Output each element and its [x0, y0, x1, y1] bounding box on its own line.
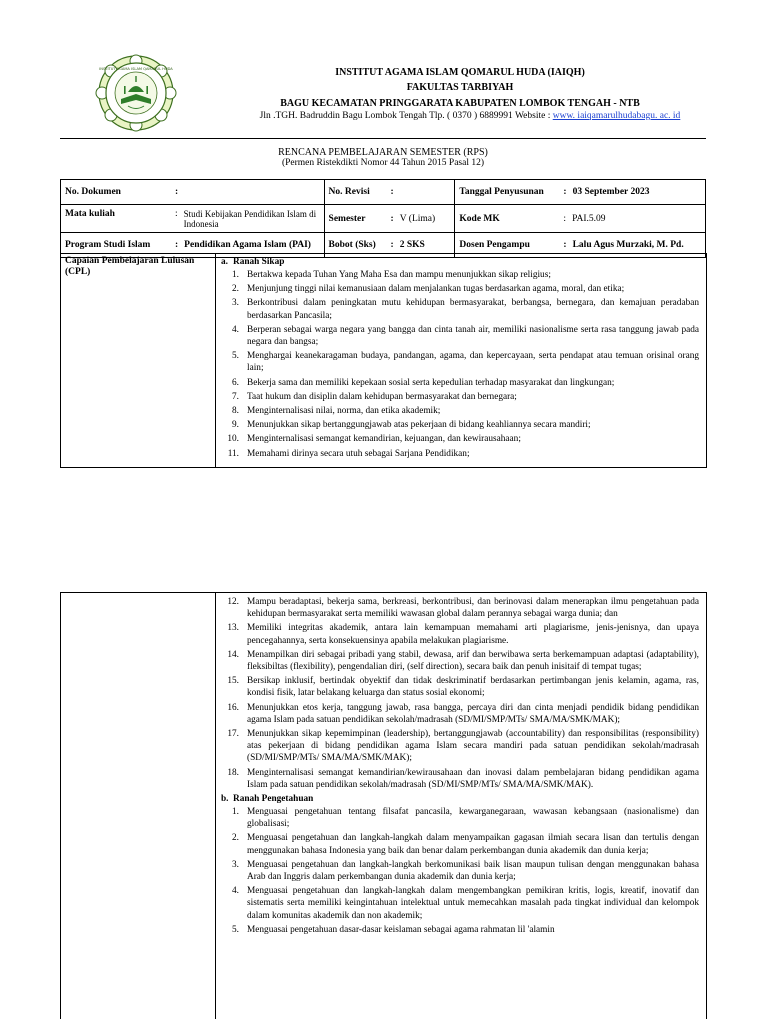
item-text: Menginternalisasi nilai, norma, dan etika akademik;	[247, 406, 441, 417]
dosen-label: Dosen Pengampu	[459, 240, 530, 250]
item-text: Bekerja sama dan memiliki kepekaan sosial serta kepedulian terhadap masyarakat dan lingkungan;	[247, 377, 615, 388]
sikap-list-page2	[221, 596, 699, 938]
sikap-list-item	[221, 675, 699, 699]
sikap-list-item	[221, 283, 699, 295]
item-text: Menunjukkan etos kerja, tanggung jawab, rasa bangga, percaya diri dan cinta menjadi pendidik bidang pendidikan agama Islam pada satuan pendidikan sekolah/madrasah (SD/MI/SMP/MTs/ SMA/MA/SMK/MAK);	[247, 702, 699, 725]
sikap-items-continued	[221, 596, 699, 791]
sikap-list-item	[221, 391, 699, 403]
colon: :	[175, 187, 179, 197]
kode-mk-value: PAI.5.09	[572, 213, 606, 224]
pengetahuan-items	[221, 806, 699, 936]
item-text: Bertakwa kepada Tuhan Yang Maha Esa dan mampu menunjukkan sikap religius;	[247, 270, 551, 280]
semester-cell	[324, 205, 455, 233]
institute-address	[190, 111, 750, 121]
item-text: Menjunjung tinggi nilai kemanusiaan dalam menjalankan tugas berdasarkan agama, moral, dan etika;	[247, 284, 625, 295]
course-info-table	[60, 179, 706, 258]
semester-value: V (Lima)	[399, 213, 436, 224]
institute-name: INSTITUT AGAMA ISLAM QOMARUL HUDA (IAIQH)	[335, 67, 585, 78]
item-number: 14.	[227, 649, 239, 660]
sikap-list-item	[221, 269, 699, 281]
item-number: 4.	[232, 886, 239, 897]
mata-kuliah-cell	[61, 205, 325, 233]
tanggal-value: 03 September 2023	[572, 187, 650, 197]
table-row	[61, 180, 706, 205]
no-dokumen-label: No. Dokumen	[65, 187, 121, 197]
pengetahuan-list-item	[221, 924, 699, 936]
sikap-list-item	[221, 297, 699, 321]
sikap-list-page1	[221, 256, 699, 462]
mata-kuliah-value: Studi Kebijakan Pendidikan Islam di Indonesia	[183, 208, 317, 229]
item-number: 15.	[227, 676, 239, 687]
sikap-list-item	[221, 419, 699, 431]
sikap-list-item	[221, 767, 699, 791]
no-dokumen-cell	[61, 180, 325, 205]
colon: :	[390, 240, 394, 250]
sikap-letter: a.	[221, 257, 228, 267]
item-number: 11.	[227, 448, 239, 459]
colon: :	[175, 240, 179, 250]
no-revisi-label: No. Revisi	[328, 187, 370, 197]
item-number: 5.	[232, 351, 239, 362]
sikap-heading	[221, 256, 699, 268]
item-number: 18.	[227, 767, 239, 778]
item-text: Mampu beradaptasi, bekerja sama, berkreasi, berkontribusi, dan berinovasi dalam menerapkan ilmu pengetahuan pada kehidupan bermasyarakat serta memiliki wawasan global dalam perannya sebagai warga dunia; dan	[247, 597, 699, 620]
item-text: Menguasai pengetahuan dasar-dasar keislaman sebagai agama rahmatan lil 'alamin	[247, 924, 555, 935]
item-text: Menginternalisasi semangat kemandirian, kejuangan, dan kewirausahaan;	[247, 434, 521, 445]
cpl-label: Capaian Pembelajaran Lulusan (CPL)	[65, 256, 195, 277]
pengetahuan-list-item	[221, 859, 699, 883]
item-text: Taat hukum dan disiplin dalam kehidupan bermasyarakat dan bernegara;	[247, 391, 517, 402]
item-number: 4.	[232, 324, 239, 335]
semester-label: Semester	[328, 213, 366, 224]
item-number: 2.	[232, 284, 239, 295]
dosen-value: Lalu Agus Murzaki, M. Pd.	[572, 240, 684, 250]
no-revisi-value	[400, 187, 451, 197]
document-title: RENCANA PEMBELAJARAN SEMESTER (RPS)	[278, 147, 488, 158]
kode-mk-label: Kode MK	[459, 213, 500, 224]
item-text: Menguasai pengetahuan tentang filsafat pancasila, kewarganegaraan, wawasan kebangsaan (nasionalisme) dan globalisasi;	[247, 807, 699, 830]
table-row	[61, 205, 706, 233]
prodi-value: Pendidikan Agama Islam (PAI)	[184, 240, 311, 250]
sikap-list-item	[221, 649, 699, 673]
colon: :	[563, 213, 567, 224]
item-text: Menunjukkan sikap kepemimpinan (leadership), bertanggungjawab (accountability) dan responsibilitas (responsibility) atas pekerjaan di bidang pendidikan agama Islam secara mandiri pada satuan pendidikan sekolah/madrasah (SD/MI/SMP/MTs/ SMA/MA/SMK/MAK);	[247, 729, 699, 764]
pengetahuan-title: Ranah Pengetahuan	[233, 794, 314, 805]
mata-kuliah-label: Mata kuliah	[65, 208, 115, 219]
item-number: 17.	[227, 729, 239, 740]
pengetahuan-letter: b.	[221, 794, 229, 805]
item-text: Menginternalisasi semangat kemandirian/kewirausahaan dan inovasi dalam pembelajaran bidang pendidikan agama Islam pada satuan pendidikan sekolah/madrasah (SD/MI/SMP/MTs/ SMA/MA/SMK/MAK).	[247, 767, 699, 790]
sikap-list-item	[221, 728, 699, 765]
colon: :	[390, 187, 394, 197]
header-divider	[60, 138, 706, 139]
item-number: 10.	[227, 434, 239, 445]
item-number: 6.	[232, 377, 239, 388]
tanggal-cell	[455, 180, 706, 205]
document-subtitle: (Permen Ristekdikti Nomor 44 Tahun 2015 Pasal 12)	[281, 158, 485, 168]
item-number: 3.	[232, 298, 239, 309]
faculty-name: FAKULTAS TARBIYAH	[406, 82, 514, 93]
kode-mk-cell	[455, 205, 706, 233]
colon: :	[563, 240, 567, 250]
logo-text: INSTITUT AGAMA ISLAM QAMARUL HUDA	[99, 67, 173, 71]
sikap-list-item	[221, 622, 699, 646]
cpl-section-page2	[60, 592, 707, 1019]
item-text: Menunjukkan sikap bertanggungjawab atas pekerjaan di bidang keahliannya secara mandiri;	[247, 420, 591, 431]
item-number: 1.	[232, 270, 239, 280]
institute-logo	[88, 54, 184, 132]
sikap-list-item	[221, 405, 699, 417]
pengetahuan-list-item	[221, 885, 699, 922]
item-number: 8.	[232, 406, 239, 417]
sikap-list-item	[221, 350, 699, 374]
colon: :	[563, 187, 567, 197]
sikap-list-item	[221, 377, 699, 389]
item-text: Menguasai pengetahuan dan langkah-langkah berkomunikasi baik lisan maupun tulisan dengan menggunakan bahasa Arab dan Inggris dalam perkembangan dunia akademik dan dunia kerja;	[247, 859, 699, 883]
sikap-list-item	[221, 702, 699, 726]
website-link[interactable]: www. iaiqamarulhudabagu. ac. id	[552, 111, 681, 121]
prodi-label: Program Studi Islam	[65, 240, 151, 250]
item-number: 1.	[232, 807, 239, 818]
item-text: Menampilkan diri sebagai pribadi yang stabil, dewasa, arif dan berwibawa serta berkemampuan adaptasi (adaptability), fleksibiltas (flexibility), pengendalian diri, (self direction), secara baik dan penuh inisitaif di tempat tugas;	[247, 649, 699, 673]
sikap-list-item	[221, 433, 699, 445]
cpl-label-cell-continued	[61, 593, 216, 1019]
cpl-section-page1	[60, 253, 707, 468]
item-text: Memahami dirinya secara utuh sebagai Sarjana Pendidikan;	[247, 448, 470, 459]
institute-location: BAGU KECAMATAN PRINGGARATA KABUPATEN LOMBOK TENGAH - NTB	[280, 98, 640, 109]
tanggal-label: Tanggal Penyusunan	[459, 187, 544, 197]
cpl-label-cell	[61, 254, 216, 467]
item-number: 9.	[232, 420, 239, 431]
item-number: 16.	[227, 702, 239, 713]
pengetahuan-list-item	[221, 806, 699, 830]
sikap-title: Ranah Sikap	[233, 257, 285, 267]
address-text: Jln .TGH. Badruddin Bagu Lombok Tengah Tlp. ( 0370 ) 6889991 Website :	[259, 111, 553, 121]
item-text: Menghargai keanekaragaman budaya, pandangan, agama, dan kepercayaan, serta pendapat atau temuan orisinal orang lain;	[247, 351, 699, 374]
no-dokumen-value	[184, 187, 319, 197]
item-number: 12.	[227, 597, 239, 607]
item-text: Menguasai pengetahuan dan langkah-langkah dalam menyampaikan gagasan ilmiah secara lisan dan tertulis dengan menggunakan bahasa Indonesia yang baik dan benar dalam perkembangan dunia akademik dan dunia kerja;	[247, 833, 699, 856]
bobot-label: Bobot (Sks)	[328, 240, 376, 250]
colon: :	[390, 213, 394, 224]
item-number: 2.	[232, 833, 239, 844]
item-number: 7.	[232, 391, 239, 402]
pengetahuan-heading	[221, 793, 699, 805]
sikap-items	[221, 269, 699, 460]
item-text: Berkontribusi dalam peningkatan mutu kehidupan bermasyarakat, berbangsa, bernegara, dan kemajuan peradaban berdasarkan Pancasila;	[247, 298, 699, 321]
bobot-value: 2 SKS	[399, 240, 425, 250]
item-number: 3.	[232, 859, 239, 870]
item-number: 5.	[232, 924, 239, 935]
colon: :	[175, 208, 178, 219]
item-text: Berperan sebagai warga negara yang bangga dan cinta tanah air, memiliki nasionalisme serta rasa tanggung jawab pada negara dan bangsa;	[247, 324, 699, 348]
no-revisi-cell	[324, 180, 455, 205]
sikap-list-item	[221, 596, 699, 620]
pengetahuan-list-item	[221, 832, 699, 856]
sikap-list-item	[221, 324, 699, 348]
sikap-list-item	[221, 448, 699, 460]
item-text: Menguasai pengetahuan dan langkah-langkah dalam mengembangkan pemikiran kritis, logis, kreatif, inovatif dan sistematis serta memiliki keingintahuan intelektual untuk memecahkan masalah pada tingkat individual dan kelompok dalam komunitas akademik dan non akademik;	[247, 886, 699, 921]
item-number: 13.	[227, 623, 239, 634]
item-text: Memiliki integritas akademik, antara lain kemampuan memahami arti plagiarisme, jenis-jenisnya, dan upaya pencegahannya, serta konsekuensinya apabila melakukan plagiarisme.	[247, 623, 699, 646]
item-text: Bersikap inklusif, bertindak obyektif dan tidak deskriminatif berdasarkan pertimbangan jenis kelamin, agama, ras, kondisi fisik, latar belakang keluarga dan status sosial ekonomi;	[247, 676, 699, 699]
